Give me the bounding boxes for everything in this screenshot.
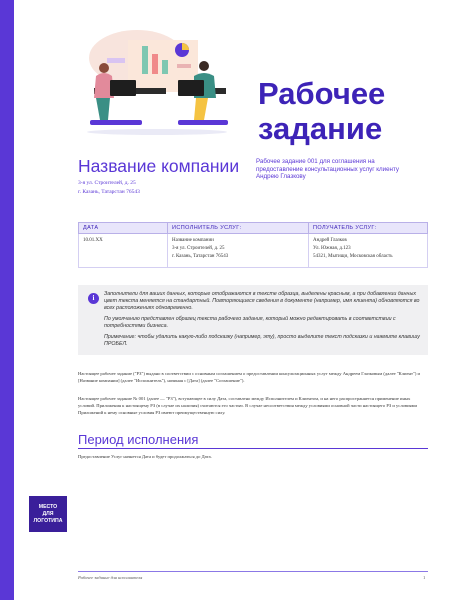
document-title [258, 76, 385, 146]
date-value: 10.01.XX [83, 238, 103, 243]
company-address-line-2: г. Казань, Татарстан 76543 [78, 189, 140, 195]
date-cell [79, 234, 168, 268]
logo-placeholder[interactable] [29, 496, 67, 532]
footer-divider [78, 571, 428, 572]
section-divider [78, 448, 428, 449]
recipient-address-1: Ул. Южная, д.123 [313, 246, 351, 251]
provider-address-2: г. Казань, Татарстан 76543 [172, 254, 229, 259]
body-paragraph-1: Настоящее рабочее задание ("РЗ") выдано в соответствии с основным соглашением о предоставлении консультационных услуг между Андреем Глазковым (далее "Клиент") и [Название компании] (далее "Исполнитель"), начиная с [Дата] (далее "Соглашение"). [78, 371, 421, 383]
page-number: 1 [423, 575, 426, 580]
team-meeting-illustration [82, 28, 234, 136]
title-line-1: Рабочее [258, 76, 386, 111]
provider-cell [168, 234, 309, 268]
tip-paragraph-1: Заполнители для ваших данных, которые отображаются в тексте образца, выделены красным, а при добавлении данных цвет текста меняется на стандартный. Повторяющиеся сведения в документе (например, имя клиента) обновляются во всех расположениях одновременно. [104, 291, 420, 311]
company-name-heading: Название компании [78, 156, 240, 176]
tip-box [78, 285, 428, 355]
provider-name: Название компании [172, 238, 214, 243]
info-table [78, 222, 428, 268]
logo-line-2: ДЛЯ [42, 510, 54, 517]
company-address-line-1: 3-я ул. Строителей, д. 25 [78, 180, 136, 186]
document-subtitle: Рабочее задание 001 для соглашения на предоставление консультационных услуг клиенту Андрею Глазкову [256, 158, 399, 180]
info-table-row [79, 234, 428, 268]
header-recipient: ПОЛУЧАТЕЛЬ УСЛУГ: [309, 223, 428, 234]
provider-address-1: 3-я ул. Строителей, д. 25 [172, 246, 225, 251]
recipient-cell [309, 234, 428, 268]
tip-text [104, 291, 420, 352]
recipient-address-2: 54321, Мытищи, Московская область [313, 254, 393, 259]
tip-paragraph-2: По умолчанию представлен образец текста рабочего задания, который можно редактировать в соответствии с потребностями бизнеса. [104, 316, 396, 329]
logo-line-3: ЛОГОТИПА [33, 517, 63, 524]
header-date: ДАТА [79, 223, 168, 234]
section-text: Предоставление Услуг начнется Дата и будет продолжаться до Дата. [78, 454, 212, 459]
left-accent-bar [0, 0, 14, 600]
logo-line-1: МЕСТО [38, 503, 58, 510]
section-heading: Период исполнения [78, 432, 199, 447]
info-table-header-row [79, 223, 428, 234]
header-provider: ИСПОЛНИТЕЛЬ УСЛУГ: [168, 223, 309, 234]
tip-paragraph-3: Примечание: чтобы удалить какую-либо подсказку (например, эту), просто выделите текст подсказки и нажмите клавишу ПРОБЕЛ. [104, 334, 420, 347]
footer-text: Рабочее задание для исполнителя [78, 575, 143, 580]
body-paragraph-2: Настоящее рабочее задание № 001 (далее — "РЗ"), вступающее в силу Дата, составлено между Исполнителем и Клиентом, и на него распространяется применение иных условий. Приложения к настоящему РЗ (в случае их наличия) считаются его частью. В случае несоответствия между условиями основной части настоящего РЗ и условиями Приложений к нему основные условия РЗ имеют преимущественную силу. [78, 396, 418, 415]
info-icon: i [88, 293, 99, 304]
recipient-name: Андрей Глазков [313, 238, 347, 243]
title-line-2: задание [258, 111, 383, 146]
